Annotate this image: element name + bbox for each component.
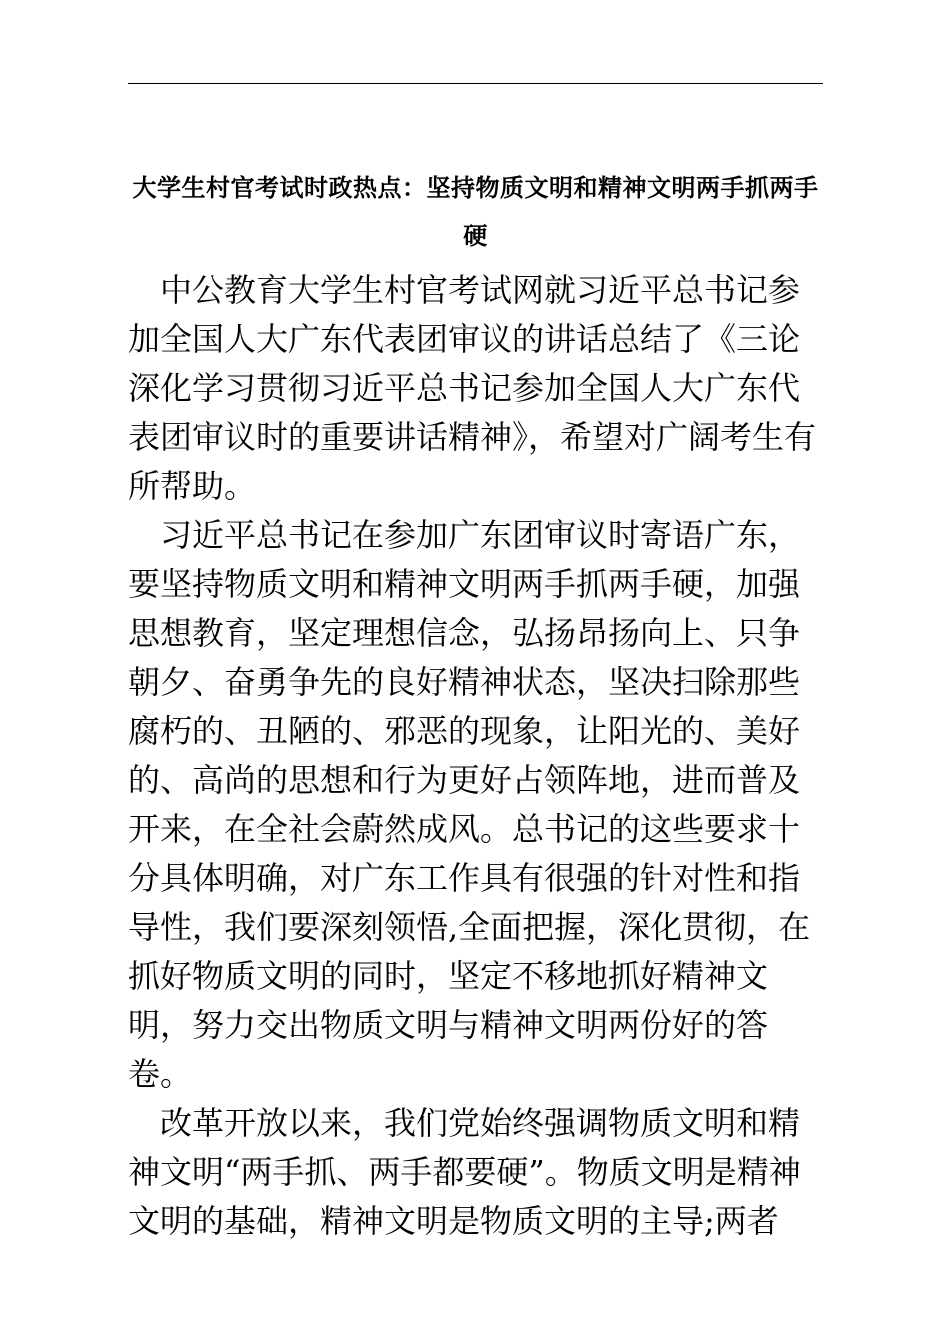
document-title: 大学生村官考试时政热点：坚持物质文明和精神文明两手抓两手硬 <box>132 173 819 250</box>
paragraph-2: 习近平总书记在参加广东团审议时寄语广东，要坚持物质文明和精神文明两手抓两手硬，加强思想教育，坚定理想信念，弘扬昂扬向上、只争朝夕、奋勇争先的良好精神状态，坚决扫除那些腐朽的、丑陋的、邪恶的现象，让阳光的、美好的、高尚的思想和行为更好占领阵地，进而普及开来，在全社会蔚然成风。总书记的这些要求十分具体明确，对广东工作具有很强的针对性和指导性，我们要深刻领悟,全面把握，深化贯彻，在抓好物质文明的同时，坚定不移地抓好精神文明，努力交出物质文明与精神文明两份好的答卷。 <box>128 516 811 1093</box>
paragraph-3: 改革开放以来，我们党始终强调物质文明和精神文明“两手抓、两手都要硬”。物质文明是精神文明的基础，精神文明是物质文明的主导;两者 <box>128 1104 801 1240</box>
paragraph-1: 中公教育大学生村官考试网就习近平总书记参加全国人大广东代表团审议的讲话总结了《三论深化学习贯彻习近平总书记参加全国人大广东代表团审议时的重要讲话精神》，希望对广阔考生有所帮助。 <box>128 271 817 505</box>
header-rule <box>128 83 823 84</box>
document-body <box>128 266 818 1246</box>
